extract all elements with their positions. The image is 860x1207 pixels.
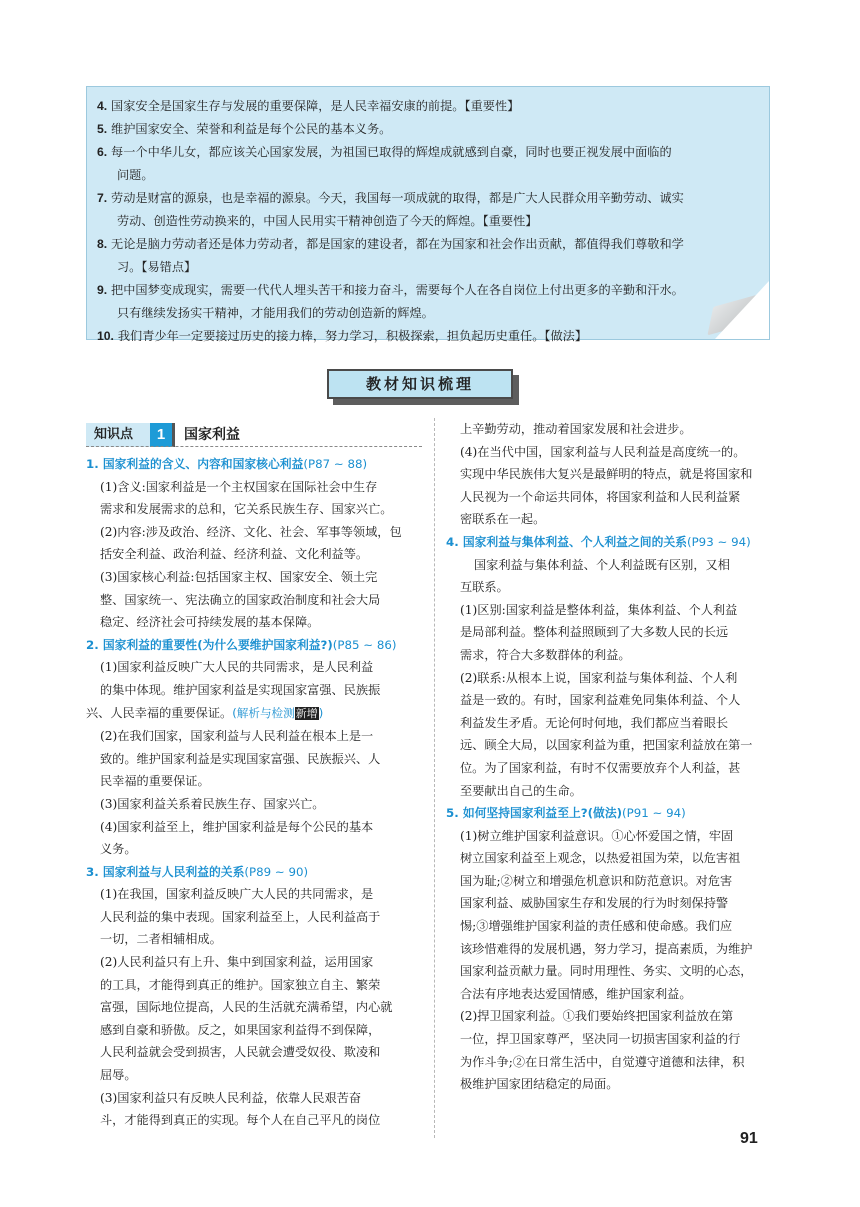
key-point-text: 把中国梦变成现实，需要一代代人埋头苦干和接力奋斗，需要每个人在各自岗位上付出更多的辛勤和汗水。 (111, 283, 684, 297)
paragraph-text: 利益发生矛盾。无论何时何地，我们都应当着眼长 (460, 715, 729, 730)
heading-title: 国家利益与人民利益的关系 (102, 864, 245, 879)
section-heading-text (86, 457, 367, 471)
knowledge-point-divider (172, 423, 175, 447)
knowledge-point-label: 知识点 (86, 423, 152, 447)
paragraph-line (446, 644, 778, 667)
paragraph-text: 义务。 (100, 842, 137, 857)
paragraph-line (86, 1087, 422, 1110)
heading-page-ref: (P85 ~ 86) (332, 637, 397, 652)
paragraph-line (446, 554, 778, 577)
paragraph-text: 密联系在一起。 (460, 512, 546, 527)
paragraph-line (86, 498, 422, 521)
key-point-text: 劳动、创造性劳动换来的，中国人民用实干精神创造了今天的辉煌。【重要性】 (117, 214, 538, 228)
section-title: 教材知识梳理 (327, 369, 513, 399)
heading-title: 国家利益的重要性(为什么要维护国家利益?) (102, 637, 333, 652)
paragraph-line (446, 689, 778, 712)
key-point-line (97, 233, 755, 256)
paragraph-line (86, 476, 422, 499)
source-note-end: ) (318, 705, 324, 720)
paragraph-text: 树立国家利益至上观念，以热爱祖国为荣，以危害祖 (460, 851, 741, 866)
paragraph-text: 位。为了国家利益，有时不仅需要放弃个人利益，甚 (460, 760, 741, 775)
paragraph-line (86, 589, 422, 612)
paragraph-text: 斗，才能得到真正的实现。每个人在自己平凡的岗位 (100, 1113, 381, 1128)
key-point-text: 习。【易错点】 (117, 260, 197, 274)
paragraph-line (446, 825, 778, 848)
paragraph-text: 人民利益就会受到损害，人民就会遭受奴役、欺凌和 (100, 1045, 381, 1060)
paragraph-line (86, 656, 422, 679)
paragraph-text: (1)在我国，国家利益反映广大人民的共同需求，是 (100, 887, 374, 902)
key-point-text: 只有继续发扬实干精神，才能用我们的劳动创造新的辉煌。 (117, 306, 434, 320)
paragraph-line (446, 870, 778, 893)
paragraph-text: (1)含义:国家利益是一个主权国家在国际社会中生存 (100, 479, 378, 494)
paragraph-text: (2)在我们国家，国家利益与人民利益在根本上是一 (100, 729, 374, 744)
paragraph-text: 兴、人民幸福的重要保证。 (86, 705, 233, 720)
paragraph-line (446, 892, 778, 915)
key-point-text: 国家安全是国家生存与发展的重要保障，是人民幸福安康的前提。【重要性】 (111, 99, 520, 113)
paragraph-text: 整、国家统一、宪法确立的国家政治制度和社会大局 (100, 592, 381, 607)
paragraph-text: (4)在当代中国，国家利益与人民利益是高度统一的。 (460, 444, 746, 459)
paragraph-text: 国家利益与集体利益、个人利益既有区别，又相 (474, 557, 730, 572)
heading-page-ref: (P87 ~ 88) (303, 457, 368, 471)
paragraph-text: 需求和发展需求的总和，它关系民族生存、国家兴亡。 (100, 502, 393, 517)
paragraph-line (86, 1064, 422, 1087)
paragraph-line (86, 543, 422, 566)
key-point-number: 8. (97, 237, 108, 251)
paragraph-text: 人民视为一个命运共同体，将国家利益和人民利益紧 (460, 489, 741, 504)
paragraph-line (446, 712, 778, 735)
key-point-line (97, 279, 755, 302)
knowledge-point-number: 1 (150, 423, 172, 447)
paragraph-line (446, 734, 778, 757)
paragraph-line (86, 611, 422, 634)
source-note: (解析与检测 (232, 705, 295, 720)
paragraph-text: 至要献出自己的生命。 (460, 783, 582, 798)
key-point-text: 维护国家安全、荣誉和利益是每个公民的基本义务。 (111, 122, 392, 136)
key-point-number: 6. (97, 145, 108, 159)
column-divider (434, 418, 435, 1138)
paragraph-text: 括安全利益、政治利益、经济利益、文化利益等。 (100, 547, 369, 562)
paragraph-line (86, 679, 422, 702)
paragraph-text: (1)区别:国家利益是整体利益，集体利益、个人利益 (460, 602, 738, 617)
right-column (446, 418, 778, 1096)
key-point-line (97, 210, 755, 233)
paragraph-line (86, 725, 422, 748)
paragraph-text: 上辛勤劳动，推动着国家发展和社会进步。 (460, 422, 692, 436)
heading-number: 1. (86, 457, 99, 471)
paragraph-line (86, 816, 422, 839)
heading-title: 国家利益与集体利益、个人利益之间的关系 (462, 534, 687, 549)
paragraph-line (86, 702, 422, 726)
paragraph-line (86, 521, 422, 544)
paragraph-text: 国家利益贡献力量。同时用理性、务实、文明的心态， (460, 964, 753, 979)
heading-number: 2. (86, 637, 99, 652)
key-point-number: 7. (97, 191, 108, 205)
paragraph-text: 极维护国家团结稳定的局面。 (460, 1077, 619, 1092)
key-point-line (97, 118, 755, 141)
key-point-line (97, 325, 755, 348)
paragraph-text: (3)国家核心利益:包括国家主权、国家安全、领土完 (100, 569, 378, 584)
section-heading-text (446, 806, 686, 820)
section-heading-text (86, 638, 397, 652)
section-heading (446, 802, 778, 825)
paragraph-text: 人民利益的集中表现。国家利益至上，人民利益高于 (100, 909, 381, 924)
paragraph-line (86, 793, 422, 816)
paragraph-line (446, 599, 778, 622)
heading-page-ref: (P93 ~ 94) (686, 534, 751, 549)
page-curl-corner (715, 281, 769, 339)
paragraph-line (86, 1019, 422, 1042)
key-point-number: 5. (97, 122, 108, 136)
paragraph-text: 互联系。 (460, 580, 509, 595)
section-title-banner (327, 369, 521, 405)
paragraph-line (86, 566, 422, 589)
heading-number: 3. (86, 864, 99, 879)
paragraph-text: 合法有序地表达爱国情感，维护国家利益。 (460, 986, 692, 1001)
knowledge-point-header (86, 423, 422, 447)
paragraph-line (446, 486, 778, 509)
paragraph-line (86, 1041, 422, 1064)
paragraph-text: 屈辱。 (100, 1068, 137, 1083)
key-point-number: 9. (97, 283, 108, 297)
paragraph-text: 惕;③增强维护国家利益的责任感和使命感。我们应 (460, 919, 733, 934)
paragraph-line (86, 770, 422, 793)
paragraph-line (446, 1028, 778, 1051)
key-point-text: 问题。 (117, 168, 154, 182)
paragraph-line (446, 1073, 778, 1096)
paragraph-text: 为作斗争;②在日常生活中，自觉遵守道德和法律，积 (460, 1054, 745, 1069)
paragraph-line (86, 928, 422, 951)
paragraph-text: 一切，二者相辅相成。 (100, 932, 222, 947)
paragraph-line (86, 883, 422, 906)
key-point-line (97, 187, 755, 210)
paragraph-text: (2)人民利益只有上升、集中到国家利益，运用国家 (100, 955, 374, 970)
paragraph-text: (3)国家利益关系着民族生存、国家兴亡。 (100, 796, 325, 811)
key-point-text: 我们青少年一定要接过历史的接力棒，努力学习，积极探索，担负起历史重任。【做法】 (117, 329, 588, 343)
paragraph-line (86, 974, 422, 997)
key-point-text: 劳动是财富的源泉，也是幸福的源泉。今天，我国每一项成就的取得，都是广大人民群众用辛勤劳动、诚实 (111, 191, 684, 205)
paragraph-text: 益是一致的。有时，国家利益难免同集体利益、个人 (460, 693, 741, 708)
section-heading-text (446, 535, 751, 549)
key-point-text: 无论是脑力劳动者还是体力劳动者，都是国家的建设者，都在为国家和社会作出贡献，都值得我们尊敬和学 (111, 237, 684, 251)
key-point-line (97, 95, 755, 118)
paragraph-line (446, 441, 778, 464)
paragraph-line (446, 1051, 778, 1074)
paragraph-line (86, 996, 422, 1019)
paragraph-line (446, 847, 778, 870)
key-point-number: 4. (97, 99, 108, 113)
paragraph-text: 远、顾全大局，以国家利益为重，把国家利益放在第一 (460, 738, 753, 753)
paragraph-text: 国为耻;②树立和增强危机意识和防范意识。对危害 (460, 873, 733, 888)
paragraph-line (446, 463, 778, 486)
key-point-line (97, 256, 755, 279)
paragraph-text: 是局部利益。整体利益照顾到了大多数人民的长远 (460, 625, 729, 640)
paragraph-text: 民幸福的重要保证。 (100, 774, 210, 789)
key-point-line (97, 302, 755, 325)
key-point-line (97, 141, 755, 164)
paragraph-text: 国家利益、威胁国家生存和发展的行为时刻保持警 (460, 896, 729, 911)
key-point-text: 每一个中华儿女，都应该关心国家发展，为祖国已取得的辉煌成就感到自豪，同时也要正视发展中面临的 (111, 145, 672, 159)
heading-number: 4. (446, 534, 459, 549)
paragraph-text: (4)国家利益至上，维护国家利益是每个公民的基本 (100, 819, 374, 834)
paragraph-text: 的工具，才能得到真正的维护。国家独立自主、繁荣 (100, 977, 381, 992)
paragraph-line (86, 951, 422, 974)
paragraph-line (86, 906, 422, 929)
paragraph-text: 富强，国际地位提高，人民的生活就充满希望，内心就 (100, 1000, 393, 1015)
heading-title: 如何坚持国家利益至上?(做法) (462, 806, 623, 821)
paragraph-text: 的集中体现。维护国家利益是实现国家富强、民族振 (100, 682, 381, 697)
paragraph-line (446, 915, 778, 938)
paragraph-line (86, 838, 422, 861)
section-heading-text (86, 865, 308, 879)
section-heading (86, 634, 422, 657)
key-point-number: 10. (97, 329, 114, 343)
paragraph-line (446, 983, 778, 1006)
paragraph-line (446, 757, 778, 780)
section-heading (446, 531, 778, 554)
heading-title: 国家利益的含义、内容和国家核心利益 (102, 457, 304, 471)
paragraph-text: (3)国家利益只有反映人民利益，依靠人民艰苦奋 (100, 1090, 362, 1105)
knowledge-point-title: 国家利益 (184, 427, 240, 443)
key-point-line (97, 164, 755, 187)
paragraph-line (446, 667, 778, 690)
paragraph-line (446, 1005, 778, 1028)
section-heading (86, 453, 422, 476)
paragraph-text: 一位，捍卫国家尊严，坚决同一切损害国家利益的行 (460, 1032, 741, 1047)
paragraph-text: 实现中华民族伟大复兴是最鲜明的特点，就是将国家和 (460, 467, 753, 482)
knowledge-point-rule (86, 446, 422, 447)
paragraph-text: (1)国家利益反映广大人民的共同需求，是人民利益 (100, 660, 374, 675)
paragraph-text: 致的。维护国家利益是实现国家富强、民族振兴、人 (100, 751, 381, 766)
heading-number: 5. (446, 806, 459, 821)
paragraph-text: 感到自豪和骄傲。反之，如果国家利益得不到保障， (100, 1022, 381, 1037)
page-number: 91 (740, 1130, 758, 1147)
paragraph-line (446, 508, 778, 531)
paragraph-line (86, 1109, 422, 1132)
new-tag-badge: 新增 (295, 706, 318, 720)
paragraph-line (446, 780, 778, 803)
key-points-box (86, 86, 770, 343)
paragraph-text: (2)联系:从根本上说，国家利益与集体利益、个人利 (460, 670, 738, 685)
heading-page-ref: (P91 ~ 94) (622, 806, 686, 821)
paragraph-text: 稳定、经济社会可持续发展的基本保障。 (100, 615, 320, 630)
paragraph-line (446, 418, 778, 441)
paragraph-line (446, 938, 778, 961)
paragraph-text: 需求，符合大多数群体的利益。 (460, 647, 631, 662)
heading-page-ref: (P89 ~ 90) (244, 864, 309, 879)
paragraph-line (446, 621, 778, 644)
left-column (86, 453, 422, 1132)
paragraph-text: (2)捍卫国家利益。①我们要始终把国家利益放在第 (460, 1009, 734, 1024)
paragraph-line (446, 576, 778, 599)
paragraph-line (86, 748, 422, 771)
paragraph-text: 该珍惜难得的发展机遇，努力学习，提高素质，为维护 (460, 941, 753, 956)
section-heading (86, 861, 422, 884)
paragraph-text: (2)内容:涉及政治、经济、文化、社会、军事等领域，包 (100, 524, 402, 539)
paragraph-text: (1)树立维护国家利益意识。①心怀爱国之情，牢固 (460, 828, 734, 843)
paragraph-line (446, 960, 778, 983)
